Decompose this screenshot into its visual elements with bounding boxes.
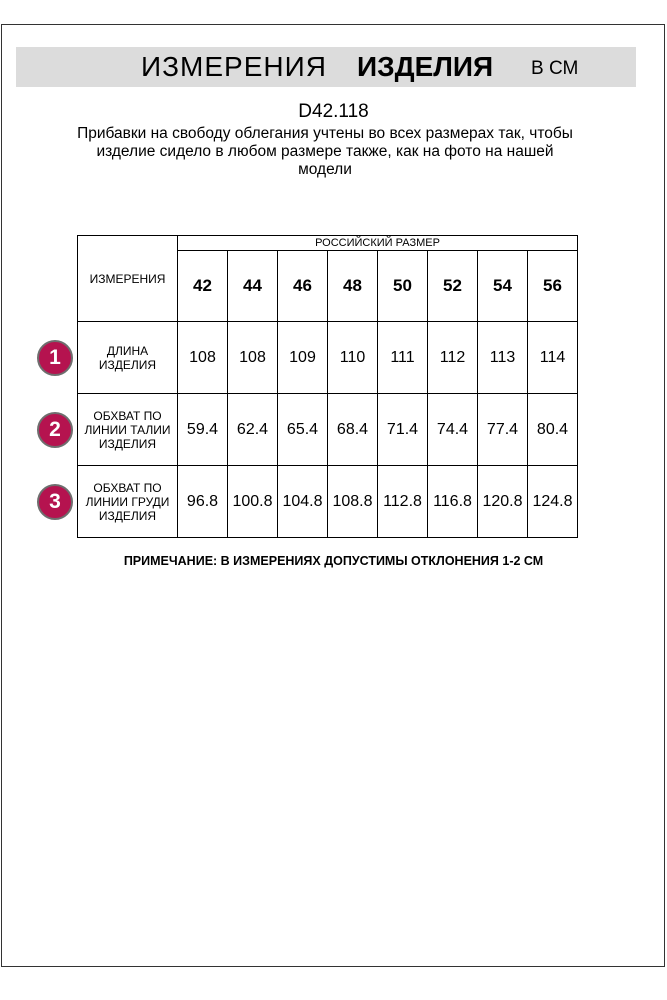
- table-cell: 104.8: [278, 466, 328, 538]
- table-cell: 71.4: [378, 394, 428, 466]
- size-table: [77, 235, 578, 538]
- table-cell: 59.4: [178, 394, 228, 466]
- size-header: 52: [428, 251, 478, 322]
- table-cell: 100.8: [228, 466, 278, 538]
- table-cell: 113: [478, 322, 528, 394]
- header-word-item: ИЗДЕЛИЯ: [357, 51, 494, 82]
- header-unit: В СМ: [531, 58, 579, 79]
- table-cell: 74.4: [428, 394, 478, 466]
- table-cell: 120.8: [478, 466, 528, 538]
- row-number-badge: 3: [37, 484, 73, 520]
- size-header: 50: [378, 251, 428, 322]
- row-name: ОБХВАТ ПО ЛИНИИ ТАЛИИ ИЗДЕЛИЯ: [78, 394, 178, 466]
- size-header: 44: [228, 251, 278, 322]
- table-cell: 108.8: [328, 466, 378, 538]
- table-cell: 108: [228, 322, 278, 394]
- size-header: 42: [178, 251, 228, 322]
- table-cell: 109: [278, 322, 328, 394]
- footnote: ПРИМЕЧАНИЕ: В ИЗМЕРЕНИЯХ ДОПУСТИМЫ ОТКЛОНЕНИЯ 1-2 СМ: [123, 554, 544, 568]
- size-group-header: РОССИЙСКИЙ РАЗМЕР: [178, 236, 578, 251]
- row-name: ОБХВАТ ПО ЛИНИИ ГРУДИ ИЗДЕЛИЯ: [78, 466, 178, 538]
- table-row: [78, 322, 578, 394]
- table-cell: 112.8: [378, 466, 428, 538]
- table-cell: 96.8: [178, 466, 228, 538]
- size-header: 54: [478, 251, 528, 322]
- table-row: [78, 394, 578, 466]
- table-cell: 116.8: [428, 466, 478, 538]
- table-cell: 68.4: [328, 394, 378, 466]
- table-row: [78, 466, 578, 538]
- table-cell: 112: [428, 322, 478, 394]
- row-number-badge: 1: [37, 340, 73, 376]
- table-cell: 80.4: [528, 394, 578, 466]
- header-word-measurements: ИЗМЕРЕНИЯ: [141, 51, 327, 82]
- table-cell: 124.8: [528, 466, 578, 538]
- table-cell: 62.4: [228, 394, 278, 466]
- table-cell: 108: [178, 322, 228, 394]
- row-number-badge: 2: [37, 412, 73, 448]
- table-cell: 65.4: [278, 394, 328, 466]
- measure-header: ИЗМЕРЕНИЯ: [78, 236, 178, 322]
- intro-note: Прибавки на свободу облегания учтены во всех размерах так, чтобы изделие сидело в любом размере также, как на фото на нашей модели: [77, 125, 573, 178]
- row-name: ДЛИНА ИЗДЕЛИЯ: [78, 322, 178, 394]
- table-cell: 77.4: [478, 394, 528, 466]
- product-code: D42.118: [298, 101, 369, 122]
- table-cell: 114: [528, 322, 578, 394]
- size-header: 46: [278, 251, 328, 322]
- size-header: 48: [328, 251, 378, 322]
- table-cell: 110: [328, 322, 378, 394]
- size-header: 56: [528, 251, 578, 322]
- table-cell: 111: [378, 322, 428, 394]
